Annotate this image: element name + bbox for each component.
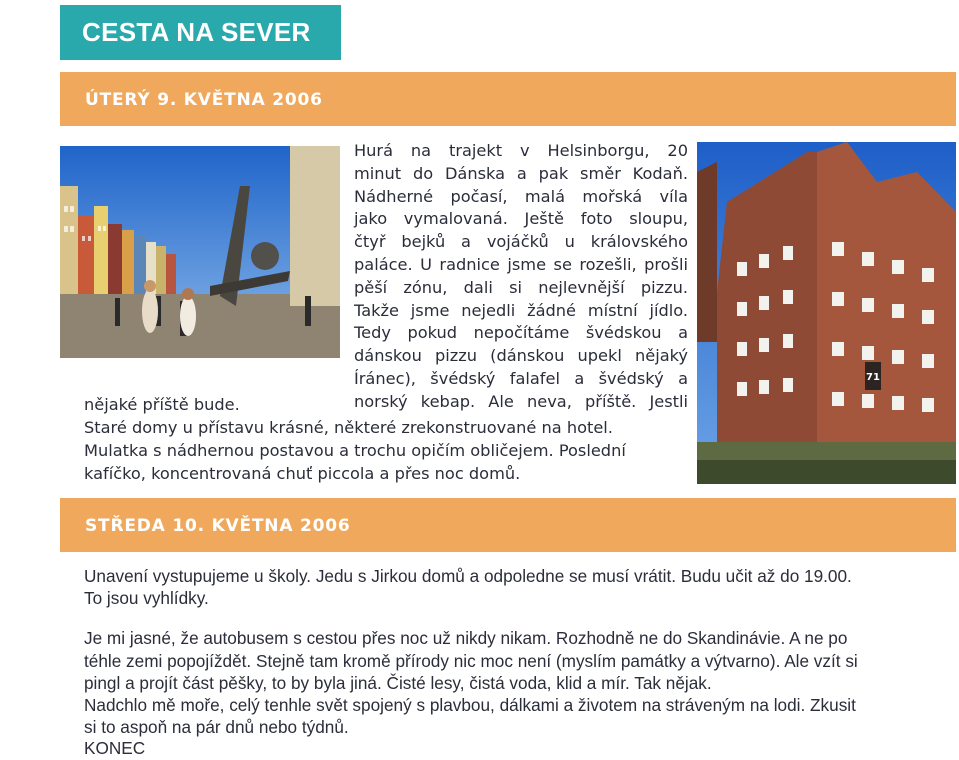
day1-heading-band	[60, 72, 956, 126]
text-line: pěší zónu, dali si nejlevnější pizzu.	[354, 277, 688, 297]
text-line: norský kebap. Ale neva, příště. Jestli	[354, 391, 688, 411]
text-line: minut do Dánska a pak směr Kodaň.	[354, 163, 688, 183]
text-line: Tedy pokud nepočítáme švédskou a	[354, 323, 688, 343]
harbour-photo	[60, 146, 340, 358]
text-line: Hurá na trajekt v Helsinborgu, 20	[354, 141, 688, 160]
text-line: nějaké příště bude.	[84, 395, 240, 414]
text-line: Íránec), švédský falafel a švédský a	[354, 368, 688, 388]
building-sign: 71	[866, 372, 880, 383]
text-line: téhle zemi popojíždět. Stejně tam kromě přírody nic moc není (myslím památky a výtvarno). Ale vzít si	[84, 651, 858, 671]
text-line: paláce. U radnice jsme se rozešli, prošli	[354, 254, 688, 274]
text-line: Staré domy u přístavu krásné, některé zrekonstruované na hotel.	[84, 418, 613, 437]
text-line: čtyř bejků a vojáčků u královského	[354, 232, 688, 252]
page-title: CESTA NA SEVER	[82, 17, 311, 47]
text-line: pingl a projít část pěšky, to by byla jiná. Čisté lesy, čistá voda, klid a mír. Tak nějak.	[84, 673, 712, 693]
day2-heading: STŘEDA 10. KVĚTNA 2006	[85, 516, 351, 536]
text-line: Je mi jasné, že autobusem s cestou přes noc už nikdy nikam. Rozhodně ne do Skandinávie. A ne po	[84, 628, 848, 648]
text-line: KONEC	[84, 738, 146, 758]
text-line: dánskou pizzu (dánskou upekl nějaký	[354, 346, 688, 366]
text-line: Nádherné počasí, malá mořská víla	[354, 186, 688, 206]
text-line: Takže jsme nejedli žádné místní jídlo.	[354, 300, 688, 320]
brick-building-photo	[697, 142, 956, 484]
text-line: Unavení vystupujeme u školy. Jedu s Jirkou domů a odpoledne se musí vrátit. Budu učit až do 19.00.	[84, 566, 852, 586]
text-line: si to aspoň na pár dnů nebo týdnů.	[84, 717, 349, 737]
text-line: Nadchlo mě moře, celý tenhle svět spojený s plavbou, dálkami a životem na stráveným na lodi. Zkusit	[84, 695, 856, 715]
day1-column-text	[354, 140, 688, 414]
text-line: jako vymalovaná. Ještě foto sloupu,	[354, 209, 688, 229]
title-banner	[60, 5, 341, 60]
day2-heading-band	[60, 498, 956, 552]
text-line: To jsou vyhlídky.	[84, 588, 209, 608]
day1-heading: ÚTERÝ 9. KVĚTNA 2006	[85, 90, 323, 110]
text-line: Mulatka s nádhernou postavou a trochu opičím obličejem. Poslední	[84, 441, 626, 460]
text-line: kafíčko, koncentrovaná chuť piccola a přes noc domů.	[84, 464, 521, 483]
